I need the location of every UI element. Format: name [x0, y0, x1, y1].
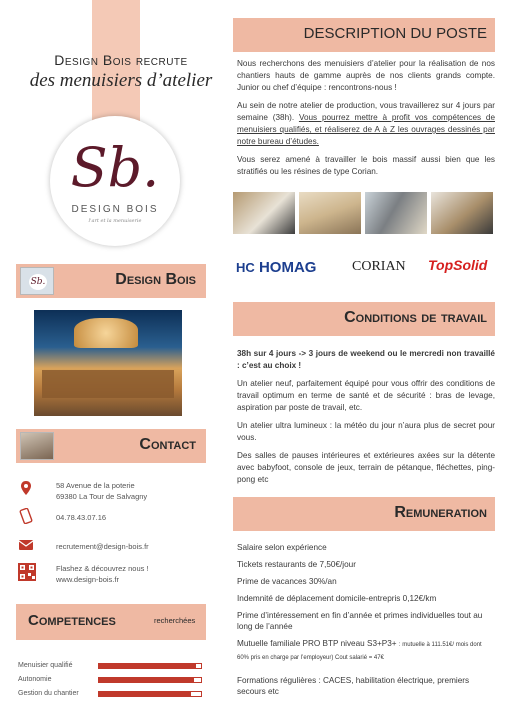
remuneration-item: Prime de vacances 30%/an — [237, 577, 337, 586]
logo-name: DESIGN BOIS — [71, 204, 159, 215]
skill-label: Autonomie — [18, 676, 52, 683]
corian-logo: CORIAN — [352, 259, 406, 274]
remuneration-item: Tickets restaurants de 7,50€/jour — [237, 560, 356, 569]
workshop-photo-3 — [365, 192, 427, 234]
mutuelle-text: Mutuelle familiale PRO BTP niveau S3+P3+ — [237, 639, 399, 648]
workshop-photo-4 — [431, 192, 493, 234]
remuneration-formations: Formations régulières : CACES, habilitation électrique, premiers secours etc — [237, 676, 470, 696]
company-title: Design Bois — [115, 271, 196, 288]
logo-monogram: Sb. — [70, 136, 160, 199]
showroom-chandelier — [74, 318, 138, 348]
skill-fill — [99, 692, 191, 696]
location-pin-icon — [18, 480, 34, 496]
remuneration-mutuelle — [237, 638, 495, 664]
remuneration-title: Remuneration — [394, 504, 487, 521]
description-body — [237, 58, 495, 184]
conditions-p1: Un atelier neuf, parfaitement équipé pour vous offrir des conditions de travail optimum en terme de santé et de sécurité : bras de levage, aspiration par poste de travail, etc. — [237, 379, 495, 412]
header-subtitle: des menuisiers d’atelier — [29, 70, 213, 91]
address-line1: 58 Avenue de la poterie — [56, 481, 135, 490]
contact-email[interactable]: recrutement@design-bois.fr — [56, 542, 149, 551]
competences-subtitle: recherchées — [154, 616, 196, 625]
conditions-body — [237, 348, 495, 492]
conditions-band — [233, 302, 495, 336]
conditions-p3: Des salles de pauses intérieures et extérieures axées sur la détente avec babyfoot, console de jeux, terrain de pétanque, fléchettes, ping-pong etc — [237, 451, 495, 484]
contact-title: Contact — [139, 436, 196, 453]
showroom-photo — [34, 310, 182, 416]
description-p2 — [237, 100, 495, 148]
contact-thumbnail — [20, 432, 54, 460]
workshop-photo-2 — [299, 192, 361, 234]
skill-fill — [99, 664, 196, 668]
description-band — [233, 18, 495, 52]
homag-logo — [236, 259, 316, 276]
thumbnail-logo: Sb. — [29, 274, 47, 290]
contact-band — [16, 429, 206, 463]
showroom-counter — [42, 370, 174, 398]
phone-icon — [18, 508, 34, 524]
description-title: DESCRIPTION DU POSTE — [303, 25, 487, 42]
conditions-p2: Un atelier ultra lumineux : la météo du jour n’aura plus de secret pour vous. — [237, 421, 495, 442]
competences-title: Competences — [28, 612, 116, 629]
remuneration-item: Salaire selon expérience — [237, 543, 327, 552]
description-p1: Nous recherchons des menuisiers d’atelier pour la réalisation de nos chantiers hauts de gamme auprès de nos clients grands compte. Junior ou chef d’équipe : rencontrons-nous ! — [237, 59, 495, 92]
design-bois-logo — [50, 116, 180, 246]
skill-label: Gestion du chantier — [18, 690, 79, 697]
description-p3: Vous serez amené à travailler le bois massif aussi bien que les stratifiés ou les résines de type Corian. — [237, 155, 495, 176]
company-band — [16, 264, 206, 298]
competences-band — [16, 604, 206, 640]
qr-code-icon — [18, 563, 36, 581]
workshop-photos — [233, 192, 495, 234]
conditions-title: Conditions de travail — [344, 309, 487, 326]
conditions-highlight: 38h sur 4 jours -> 3 jours de weekend ou le mercredi non travaillé : c’est au choix ! — [237, 349, 495, 370]
address-line2: 69380 La Tour de Salvagny — [56, 492, 148, 501]
contact-address — [56, 480, 147, 502]
skill-label: Menuisier qualifié — [18, 662, 73, 669]
skill-bar — [98, 691, 202, 697]
remuneration-item: Indemnité de déplacement domicile-entrepris 0,12€/km — [237, 594, 437, 603]
company-thumbnail — [20, 267, 54, 295]
email-icon — [18, 537, 34, 553]
workshop-photo-1 — [233, 192, 295, 234]
skill-fill — [99, 678, 194, 682]
skill-bar — [98, 663, 202, 669]
skill-bar — [98, 677, 202, 683]
contact-phone[interactable]: 04.78.43.07.16 — [56, 513, 107, 522]
remuneration-band — [233, 497, 495, 531]
qr-caption: Flashez & découvrez nous ! — [56, 564, 149, 573]
homag-text: HOMAG — [258, 259, 317, 276]
homag-prefix: HC — [236, 260, 255, 275]
mutuelle-detail: : mutuelle à 111.51€/ mois dont 60% pris en charge par l’employeur) Cout salarié = 47€ — [237, 642, 482, 661]
description-p2-a: Au sein de notre atelier de production, vous travaillerez sur 4 jours par semaine (38h). — [237, 101, 495, 122]
website-link[interactable]: www.design-bois.fr — [56, 575, 119, 584]
logo-tagline: l'art et la menuiserie — [88, 218, 142, 224]
description-p2-b: Vous pourrez mettre à profit vos compétences de menuisiers qualifiés, et réaliserez de A à Z les ouvrages dessinés par notre bureau d’études. — [237, 113, 495, 146]
remuneration-item: Prime d’intéressement en fin d’année et primes individuelles tout au long de l’année — [237, 611, 483, 631]
header-title: Design Bois recrute — [54, 52, 188, 68]
contact-website — [56, 563, 149, 585]
topsolid-logo: TopSolid — [428, 257, 488, 273]
